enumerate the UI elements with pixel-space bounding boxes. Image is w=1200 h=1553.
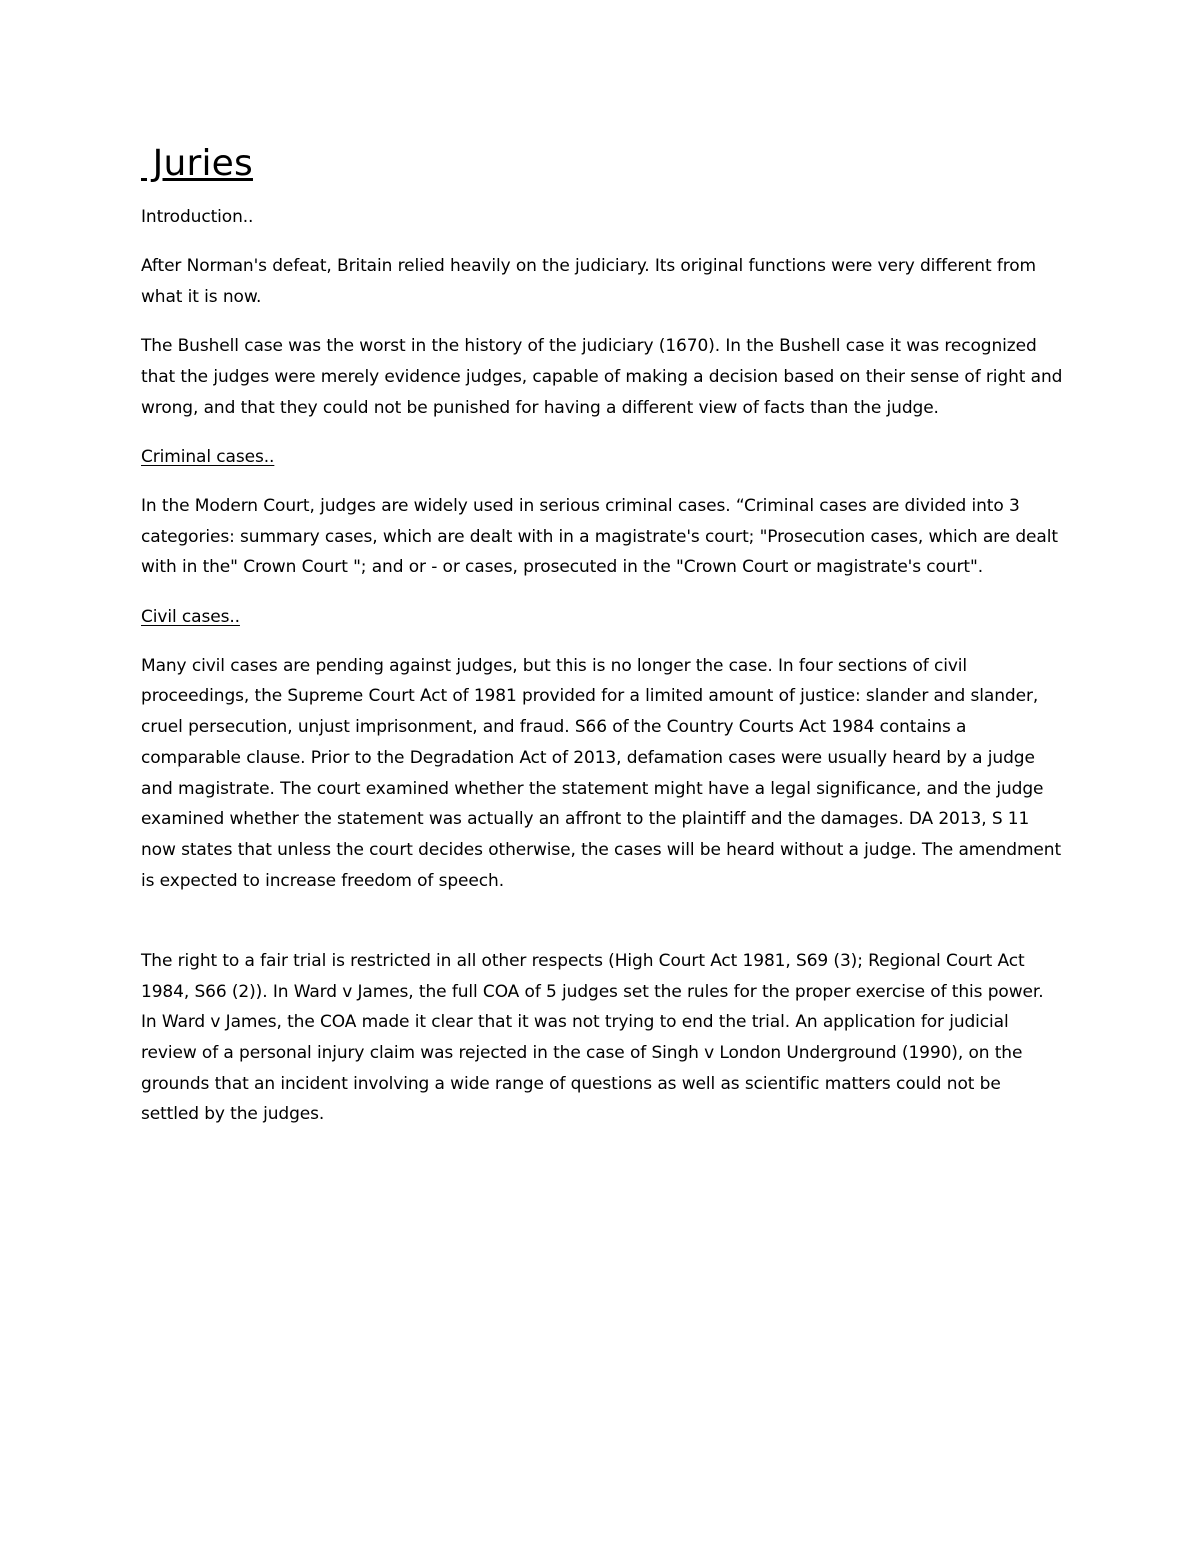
intro-heading: Introduction..	[141, 207, 254, 227]
document-body	[141, 140, 1063, 1149]
paragraph-norman-defeat: After Norman's defeat, Britain relied heavily on the judiciary. Its original functions were very different from what it is now.	[141, 256, 1037, 307]
paragraph-civil-cases: Many civil cases are pending against judges, but this is no longer the case. In four sections of civil proceedings, the Supreme Court Act of 1981 provided for a limited amount of justice: slander and slander, cruel persecution, unjust imprisonment, and fraud. S66 of the Country Courts Act 1984 contains a comparable clause. Prior to the Degradation Act of 2013, defamation cases were usually heard by a judge and magistrate. The court examined whether the statement might have a legal significance, and the judge examined whether the statement was actually an affront to the plaintiff and the damages. DA 2013, S 11 now states that unless the court decides otherwise, the cases will be heard without a judge. The amendment is expected to increase freedom of speech.	[141, 655, 1062, 891]
paragraph-bushell-case: The Bushell case was the worst in the history of the judiciary (1670). In the Bushell case it was recognized that the judges were merely evidence judges, capable of making a decision based on their sense of right and wrong, and that they could not be punished for having a different view of facts than the judge.	[141, 336, 1063, 418]
paragraph-fair-trial: The right to a fair trial is restricted in all other respects (High Court Act 1981, S69 (3); Regional Court Act 1984, S66 (2)). In Ward v James, the full COA of 5 judges set the rules for the proper exercise of this power. In Ward v James, the COA made it clear that it was not trying to end the trial. An application for judicial review of a personal injury claim was rejected in the case of Singh v London Underground (1990), on the grounds that an incident involving a wide range of questions as well as scientific matters could not be settled by the judges.	[141, 950, 1044, 1125]
criminal-cases-heading: Criminal cases..	[141, 446, 275, 467]
paragraph-criminal-cases: In the Modern Court, judges are widely used in serious criminal cases. “Criminal cases are divided into 3 categories: summary cases, which are dealt with in a magistrate's court; "Prosecution cases, which are dealt with in the" Crown Court "; and or - or cases, prosecuted in the "Crown Court or magistrate's court".	[141, 495, 1058, 578]
civil-cases-heading: Civil cases..	[141, 606, 240, 627]
blank-line	[141, 915, 1063, 946]
document-title: Juries	[141, 143, 253, 184]
